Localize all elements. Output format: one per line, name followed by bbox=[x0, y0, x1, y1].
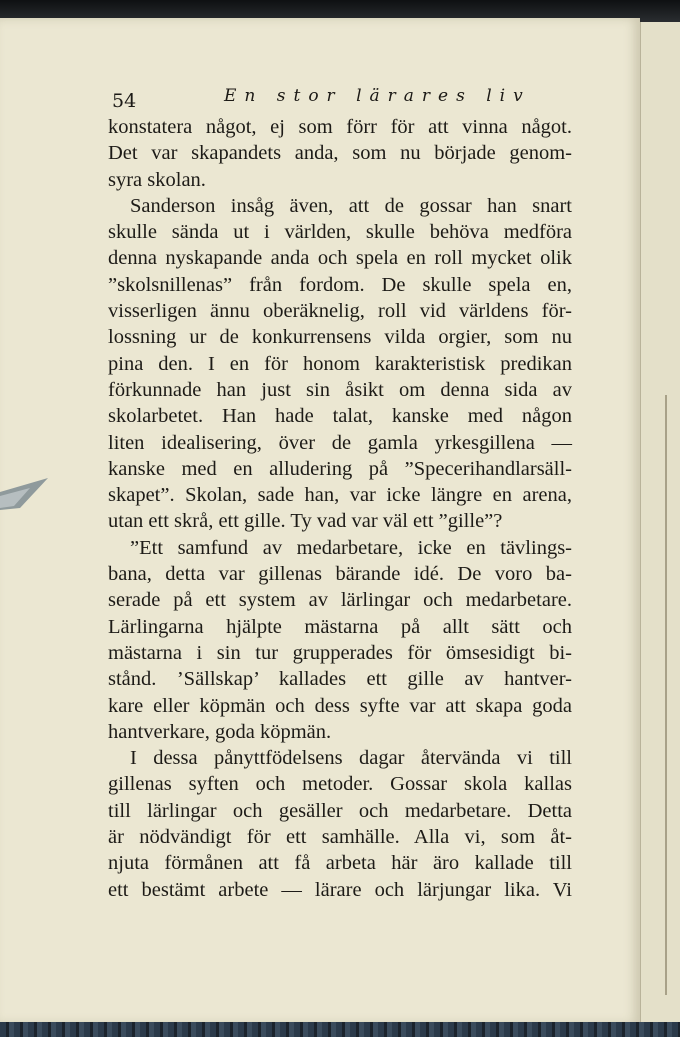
book-bottom-edge bbox=[0, 1022, 680, 1037]
text-line: skolarbetet. Han hade talat, kanske med någon bbox=[108, 405, 572, 428]
text-line: visserligen ännu oberäknelig, roll vid världens för- bbox=[108, 300, 572, 323]
text-line: Sanderson insåg även, att de gossar han snart bbox=[130, 194, 572, 217]
text-line: Lärlingarna hjälpte mästarna på allt sätt och bbox=[108, 615, 572, 638]
text-line: I dessa pånyttfödelsens dagar återvända vi till bbox=[130, 747, 572, 770]
body-text bbox=[108, 114, 572, 903]
page-binding-line bbox=[665, 395, 667, 995]
text-line: bana, detta var gillenas bärande idé. De voro ba- bbox=[108, 563, 572, 586]
text-line: skulle sända ut i världen, skulle behöva medföra bbox=[108, 221, 572, 244]
bookmark-tab bbox=[0, 478, 48, 514]
paragraph bbox=[108, 745, 572, 903]
text-line: hantverkare, goda köpmän. bbox=[108, 720, 332, 743]
text-line: förkunnade han just sin åsikt om denna sida av bbox=[108, 378, 572, 401]
text-line: syra skolan. bbox=[108, 168, 206, 191]
text-line: till lärlingar och gesäller och medarbetare. Detta bbox=[108, 799, 572, 822]
paragraph bbox=[108, 114, 572, 193]
next-page-edge bbox=[640, 22, 680, 1022]
text-line: konstatera något, ej som förr för att vinna något. bbox=[108, 116, 572, 138]
text-line: stånd. ’Sällskap’ kallades ett gille av hantver- bbox=[108, 668, 572, 691]
text-line: Det var skapandets anda, som nu började genom- bbox=[108, 142, 572, 165]
text-line: skapet”. Skolan, sade han, var icke längre en arena, bbox=[108, 484, 572, 507]
text-line: gillenas syften och metoder. Gossar skola kallas bbox=[108, 773, 572, 796]
text-line: serade på ett system av lärlingar och medarbetare. bbox=[108, 589, 572, 612]
text-line: kare eller köpmän och dess syfte var att skapa goda bbox=[108, 694, 572, 717]
text-line: ”skolsnillenas” från fordom. De skulle spela en, bbox=[108, 273, 572, 296]
text-line: kanske med en alludering på ”Specerihandlarsäll- bbox=[108, 457, 572, 480]
text-line: njuta förmånen att få arbeta här äro kallade till bbox=[108, 852, 572, 875]
page-header bbox=[0, 86, 640, 116]
text-line: är nödvändigt för ett samhälle. Alla vi, som åt- bbox=[108, 826, 572, 849]
text-line: liten idealisering, över de gamla yrkesgillena — bbox=[108, 431, 572, 454]
text-line: utan ett skrå, ett gille. Ty vad var väl ett ”gille”? bbox=[108, 510, 503, 533]
paragraph bbox=[108, 193, 572, 535]
text-line: pina den. I en för honom karakteristisk predikan bbox=[108, 352, 572, 375]
page-number: 54 bbox=[112, 90, 137, 112]
text-line: denna nyskapande anda och spela en roll mycket olik bbox=[108, 247, 572, 270]
running-title: En stor lärares liv bbox=[224, 86, 531, 106]
text-line: ett bestämt arbete — lärare och lärjungar lika. Vi bbox=[108, 878, 572, 901]
text-line: mästarna i sin tur grupperades för ömsesidigt bi- bbox=[108, 641, 572, 664]
text-line: lossning ur de konkurrensens vilda orgier, som nu bbox=[108, 326, 572, 349]
text-line: ”Ett samfund av medarbetare, icke en tävlings- bbox=[130, 536, 572, 559]
paragraph bbox=[108, 535, 572, 745]
